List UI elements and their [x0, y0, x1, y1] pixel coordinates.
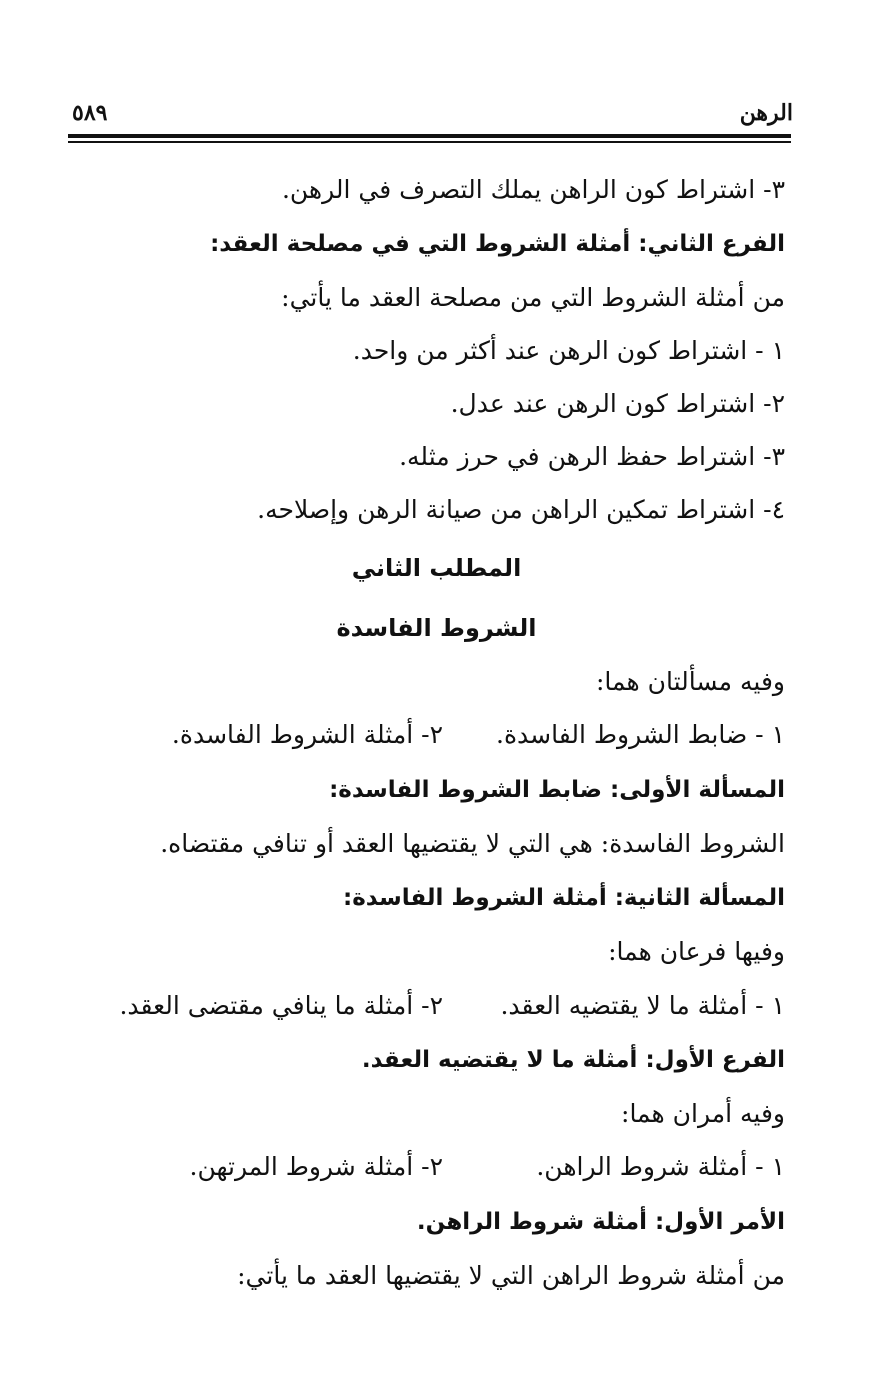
body-line: ٣- اشتراط كون الراهن يملك التصرف في الرهن. — [281, 175, 785, 204]
subsection-heading: المسألة الثانية: أمثلة الشروط الفاسدة: — [343, 885, 785, 911]
list-item: ١ - أمثلة شروط الراهن. — [536, 1152, 785, 1181]
section-subheading: الشروط الفاسدة — [336, 614, 537, 642]
list-item: ٢- أمثلة ما ينافي مقتضى العقد. — [119, 991, 443, 1020]
subsection-heading: الفرع الأول: أمثلة ما لا يقتضيه العقد. — [361, 1047, 785, 1073]
list-item: ٢- اشتراط كون الرهن عند عدل. — [450, 389, 785, 418]
body-line: وفيه مسألتان هما: — [596, 667, 785, 696]
body-line: من أمثلة شروط الراهن التي لا يقتضيها العقد ما يأتي: — [237, 1261, 785, 1290]
subsection-heading: الفرع الثاني: أمثلة الشروط التي في مصلحة العقد: — [210, 231, 785, 257]
body-line: وفيها فرعان هما: — [608, 937, 785, 966]
body-line: وفيه أمران هما: — [621, 1099, 785, 1128]
list-item: ٢- أمثلة شروط المرتهن. — [189, 1152, 443, 1181]
section-heading: المطلب الثاني — [351, 554, 522, 582]
subsection-heading: الأمر الأول: أمثلة شروط الراهن. — [416, 1209, 785, 1235]
list-item: ١ - ضابط الشروط الفاسدة. — [496, 720, 785, 749]
body-line: من أمثلة الشروط التي من مصلحة العقد ما يأتي: — [281, 283, 785, 312]
list-item: ١ - أمثلة ما لا يقتضيه العقد. — [500, 991, 785, 1020]
list-item: ٣- اشتراط حفظ الرهن في حرز مثله. — [399, 442, 785, 471]
header-rule-thick — [68, 134, 791, 138]
list-item: ١ - اشتراط كون الرهن عند أكثر من واحد. — [352, 336, 785, 365]
subsection-heading: المسألة الأولى: ضابط الشروط الفاسدة: — [329, 777, 785, 803]
body-line: الشروط الفاسدة: هي التي لا يقتضيها العقد أو تنافي مقتضاه. — [160, 829, 785, 858]
header-rule-thin — [68, 141, 791, 143]
page-number: ٥٨٩ — [72, 100, 108, 126]
list-item: ٤- اشتراط تمكين الراهن من صيانة الرهن وإصلاحه. — [257, 495, 785, 524]
running-header-title: الرهن — [739, 100, 793, 126]
list-item: ٢- أمثلة الشروط الفاسدة. — [171, 720, 443, 749]
